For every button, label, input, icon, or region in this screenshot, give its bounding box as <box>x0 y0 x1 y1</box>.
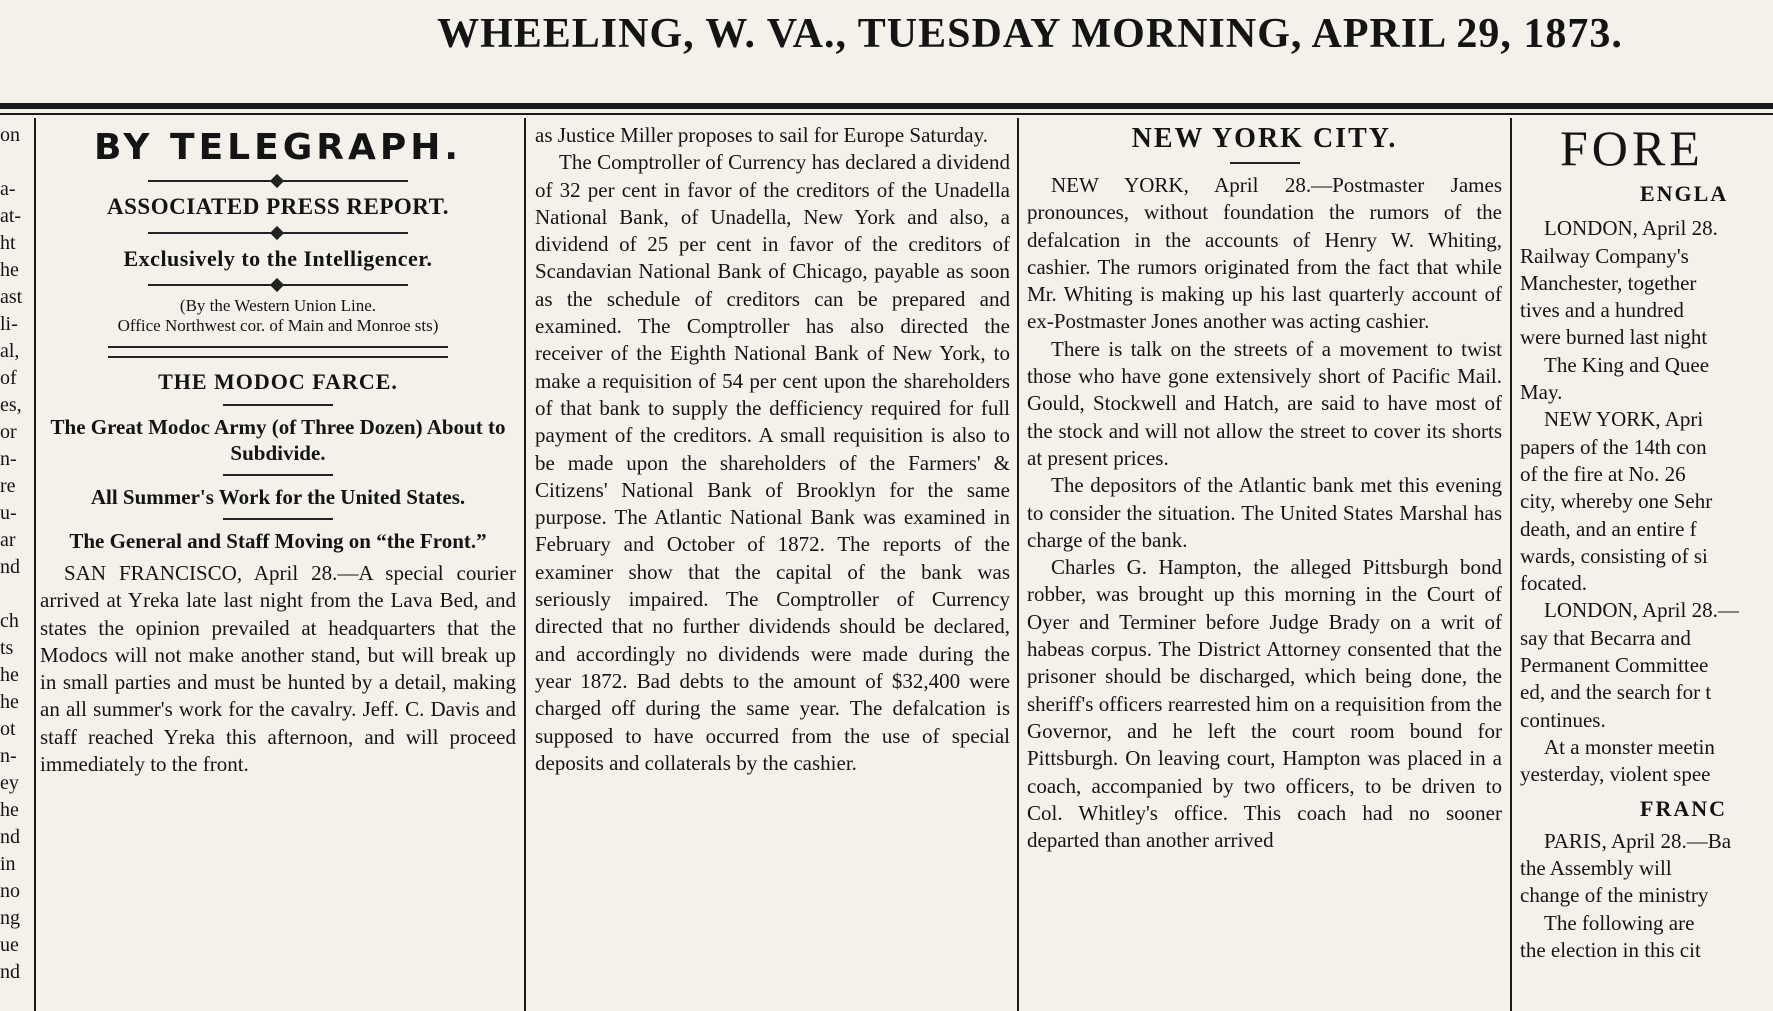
fragment-line: li- <box>0 313 18 335</box>
foreign-line: NEW YORK, Apri <box>1544 407 1704 432</box>
foreign-line: The King and Quee <box>1544 352 1710 377</box>
fragment-line: nd <box>0 556 20 578</box>
foreign-line: papers of the 14th con <box>1520 434 1707 459</box>
fragment-line: nd <box>0 826 20 848</box>
story-headline: THE MODOC FARCE. <box>158 369 398 394</box>
fragment-line: ot <box>0 718 16 740</box>
foreign-line: city, whereby one Sehr <box>1520 489 1713 514</box>
subheading: ENGLA <box>1640 181 1729 206</box>
foreign-line: PARIS, April 28.—Ba <box>1544 828 1732 853</box>
fragment-line: in <box>0 853 16 875</box>
foreign-lines <box>1520 215 1773 788</box>
foreign-line: death, and an entire f <box>1520 516 1697 541</box>
fragment-line: ts <box>0 637 14 659</box>
column-rule <box>34 118 36 1011</box>
fragment-line: or <box>0 421 17 443</box>
left-column-fragment <box>0 122 32 1011</box>
fragment-line <box>0 149 32 176</box>
foreign-line: Manchester, together <box>1520 270 1697 295</box>
foreign-line: At a monster meetin <box>1544 734 1715 759</box>
foreign-line: LONDON, April 28. <box>1544 216 1718 241</box>
ornament-rule <box>148 180 408 182</box>
fragment-line: ast <box>0 286 23 308</box>
masthead <box>0 0 1773 100</box>
dash-rule <box>223 404 333 406</box>
fragment-line: no <box>0 880 20 902</box>
article-paragraph: The Comptroller of Currency has declared a dividend of 32 per cent in favor of the creditors of the Unadella National Bank, of Unadella, New York and also, a dividend of 25 per cent in favor of the creditors of Scandavian National Bank of Chicago, payable as soon as the schedule of creditors can be prepared and examined. The Comptroller has also directed the receiver of the Eighth National Bank of New York, to make a requisition of 54 per cent upon the shareholders of that bank to supply the defficiency required for full payment of the creditors. A small requisition is also to be made upon the shareholders of the Farmers' & Citizens' National Bank of Brooklyn for the same purpose. The Atlantic National Bank was examined in February and October of 1872. The reports of the examiner show that the capital of the bank was seriously impaired. The Comptroller of Currency directed that no further dividends should be declared, and accordingly no dividends were made during the year 1872. Bad debts to the amount of $32,400 were charged off during the same year. The defalcation is supposed to have occurred from the use of special deposits and collaterals by the cashier. <box>535 150 1010 775</box>
subheading: Exclusively to the Intelligencer. <box>123 246 433 271</box>
masthead-rule <box>0 103 1773 109</box>
foreign-line: wards, consisting of si <box>1520 543 1708 568</box>
fragment-line: es, <box>0 394 22 416</box>
fragment-line: ey <box>0 772 19 794</box>
fragment-line: he <box>0 259 19 281</box>
foreign-line: the Assembly will <box>1520 856 1672 881</box>
column-telegraph <box>40 122 516 1011</box>
subheading: ASSOCIATED PRESS REPORT. <box>107 194 449 219</box>
fragment-line: ng <box>0 907 20 929</box>
fragment-line: u- <box>0 502 17 524</box>
foreign-line: May. <box>1520 380 1563 405</box>
section-heading: NEW YORK CITY. <box>1131 123 1398 154</box>
fragment-line <box>0 581 32 608</box>
fragment-line: nd <box>0 961 20 983</box>
credit-line <box>40 296 516 336</box>
section-heading: BY TELEGRAPH. <box>93 127 463 168</box>
column-rule <box>1017 118 1019 1011</box>
fragment-line: n- <box>0 448 17 470</box>
foreign-line: yesterday, violent spee <box>1520 762 1711 787</box>
article-paragraph: NEW YORK, April 28.—Postmaster James pronounces, without foundation the rumors of the defalcation in the accounts of Henry W. Whiting, cashier. The rumors originated from the fact that while Mr. Whiting is making up his last quarterly account of ex-Postmaster Jones another was acting cashier. <box>1027 173 1502 334</box>
foreign-lines-2 <box>1520 828 1773 964</box>
fragment-line: al, <box>0 340 20 362</box>
dash-rule <box>223 474 333 476</box>
column-currency <box>535 122 1010 1011</box>
foreign-line: continues. <box>1520 707 1606 732</box>
fragment-line: he <box>0 664 19 686</box>
fragment-line: he <box>0 799 19 821</box>
article-body: SAN FRANCISCO, April 28.—A special courier arrived at Yreka late last night from the Lava Bed, and states the opinion prevailed at headquarters that the Modocs will not make another stand, but will break up in small parties and must be hunted by a detail, making an all summer's work for the cavalry. Jeff. C. Davis and staff reached Yreka this afternoon, and will proceed immediately to the front. <box>40 561 516 777</box>
subheading: FRANC <box>1640 795 1727 821</box>
fragment-line: n- <box>0 745 17 767</box>
article-paragraph: There is talk on the streets of a movement to twist those who have gone extensively short of Pacific Mail. Gould, Stockwell and Hatch, are said to have most of the stock and will not allow the street to cover its shorts at present prices. <box>1027 336 1502 470</box>
article-paragraph: as Justice Miller proposes to sail for Europe Saturday. <box>535 123 988 147</box>
foreign-line: tives and a hundred <box>1520 298 1684 323</box>
double-rule <box>108 346 448 358</box>
foreign-line: the election in this cit <box>1520 938 1701 963</box>
column-foreign <box>1520 122 1773 1011</box>
story-deck: The General and Staff Moving on “the Front.” <box>69 529 487 553</box>
foreign-line: change of the ministry <box>1520 883 1709 908</box>
foreign-line: say that Becarra and <box>1520 625 1691 650</box>
column-rule <box>1510 118 1512 1011</box>
column-rule <box>524 118 526 1011</box>
story-deck: The Great Modoc Army (of Three Dozen) About to Subdivide. <box>50 415 506 465</box>
fragment-line: he <box>0 691 19 713</box>
foreign-line: ed, and the search for t <box>1520 680 1712 705</box>
column-new-york <box>1027 122 1502 1011</box>
foreign-line: Permanent Committee <box>1520 653 1709 678</box>
dash-rule <box>1230 162 1300 164</box>
fragment-line: on <box>0 124 20 146</box>
foreign-line: The following are <box>1544 910 1695 935</box>
foreign-line: focated. <box>1520 571 1588 596</box>
fragment-line: ch <box>0 610 19 632</box>
masthead-dateline: WHEELING, W. VA., TUESDAY MORNING, APRIL 29, 1873. <box>437 11 1623 57</box>
fragment-line: ar <box>0 529 16 551</box>
foreign-line: LONDON, April 28.— <box>1544 598 1739 623</box>
foreign-line: were burned last night <box>1520 325 1708 350</box>
fragment-line: re <box>0 475 16 497</box>
section-heading: FORE <box>1560 122 1704 176</box>
masthead-rule-thin <box>0 113 1773 115</box>
fragment-line: at- <box>0 205 22 227</box>
fragment-line: ue <box>0 934 19 956</box>
article-paragraph: Charles G. Hampton, the alleged Pittsburgh bond robber, was brought up this morning in the Court of Oyer and Terminer before Judge Brady on a writ of habeas corpus. The District Attorney consented that the prisoner should be discharged, which being done, the sheriff's officers rearrested him on a requisition from the Governor, and he left the court room bound for Pittsburgh. On leaving court, Hampton was placed in a coach, accompanied by two officers, to be driven to Col. Whitley's office. This coach had no sooner departed than another arrived <box>1027 555 1502 853</box>
ornament-rule <box>148 232 408 234</box>
fragment-line: a- <box>0 178 16 200</box>
credit-line-2: Office Northwest cor. of Main and Monroe sts) <box>117 316 439 335</box>
article-paragraph: The depositors of the Atlantic bank met this evening to consider the situation. The United States Marshal has charge of the bank. <box>1027 473 1502 552</box>
fragment-line: of <box>0 367 17 389</box>
fragment-line: ht <box>0 232 16 254</box>
credit-line-1: (By the Western Union Line. <box>179 296 377 315</box>
dash-rule <box>223 518 333 520</box>
ornament-rule <box>148 284 408 286</box>
foreign-line: Railway Company's <box>1520 243 1689 268</box>
story-deck: All Summer's Work for the United States. <box>90 485 466 509</box>
foreign-line: of the fire at No. 26 <box>1520 461 1686 486</box>
